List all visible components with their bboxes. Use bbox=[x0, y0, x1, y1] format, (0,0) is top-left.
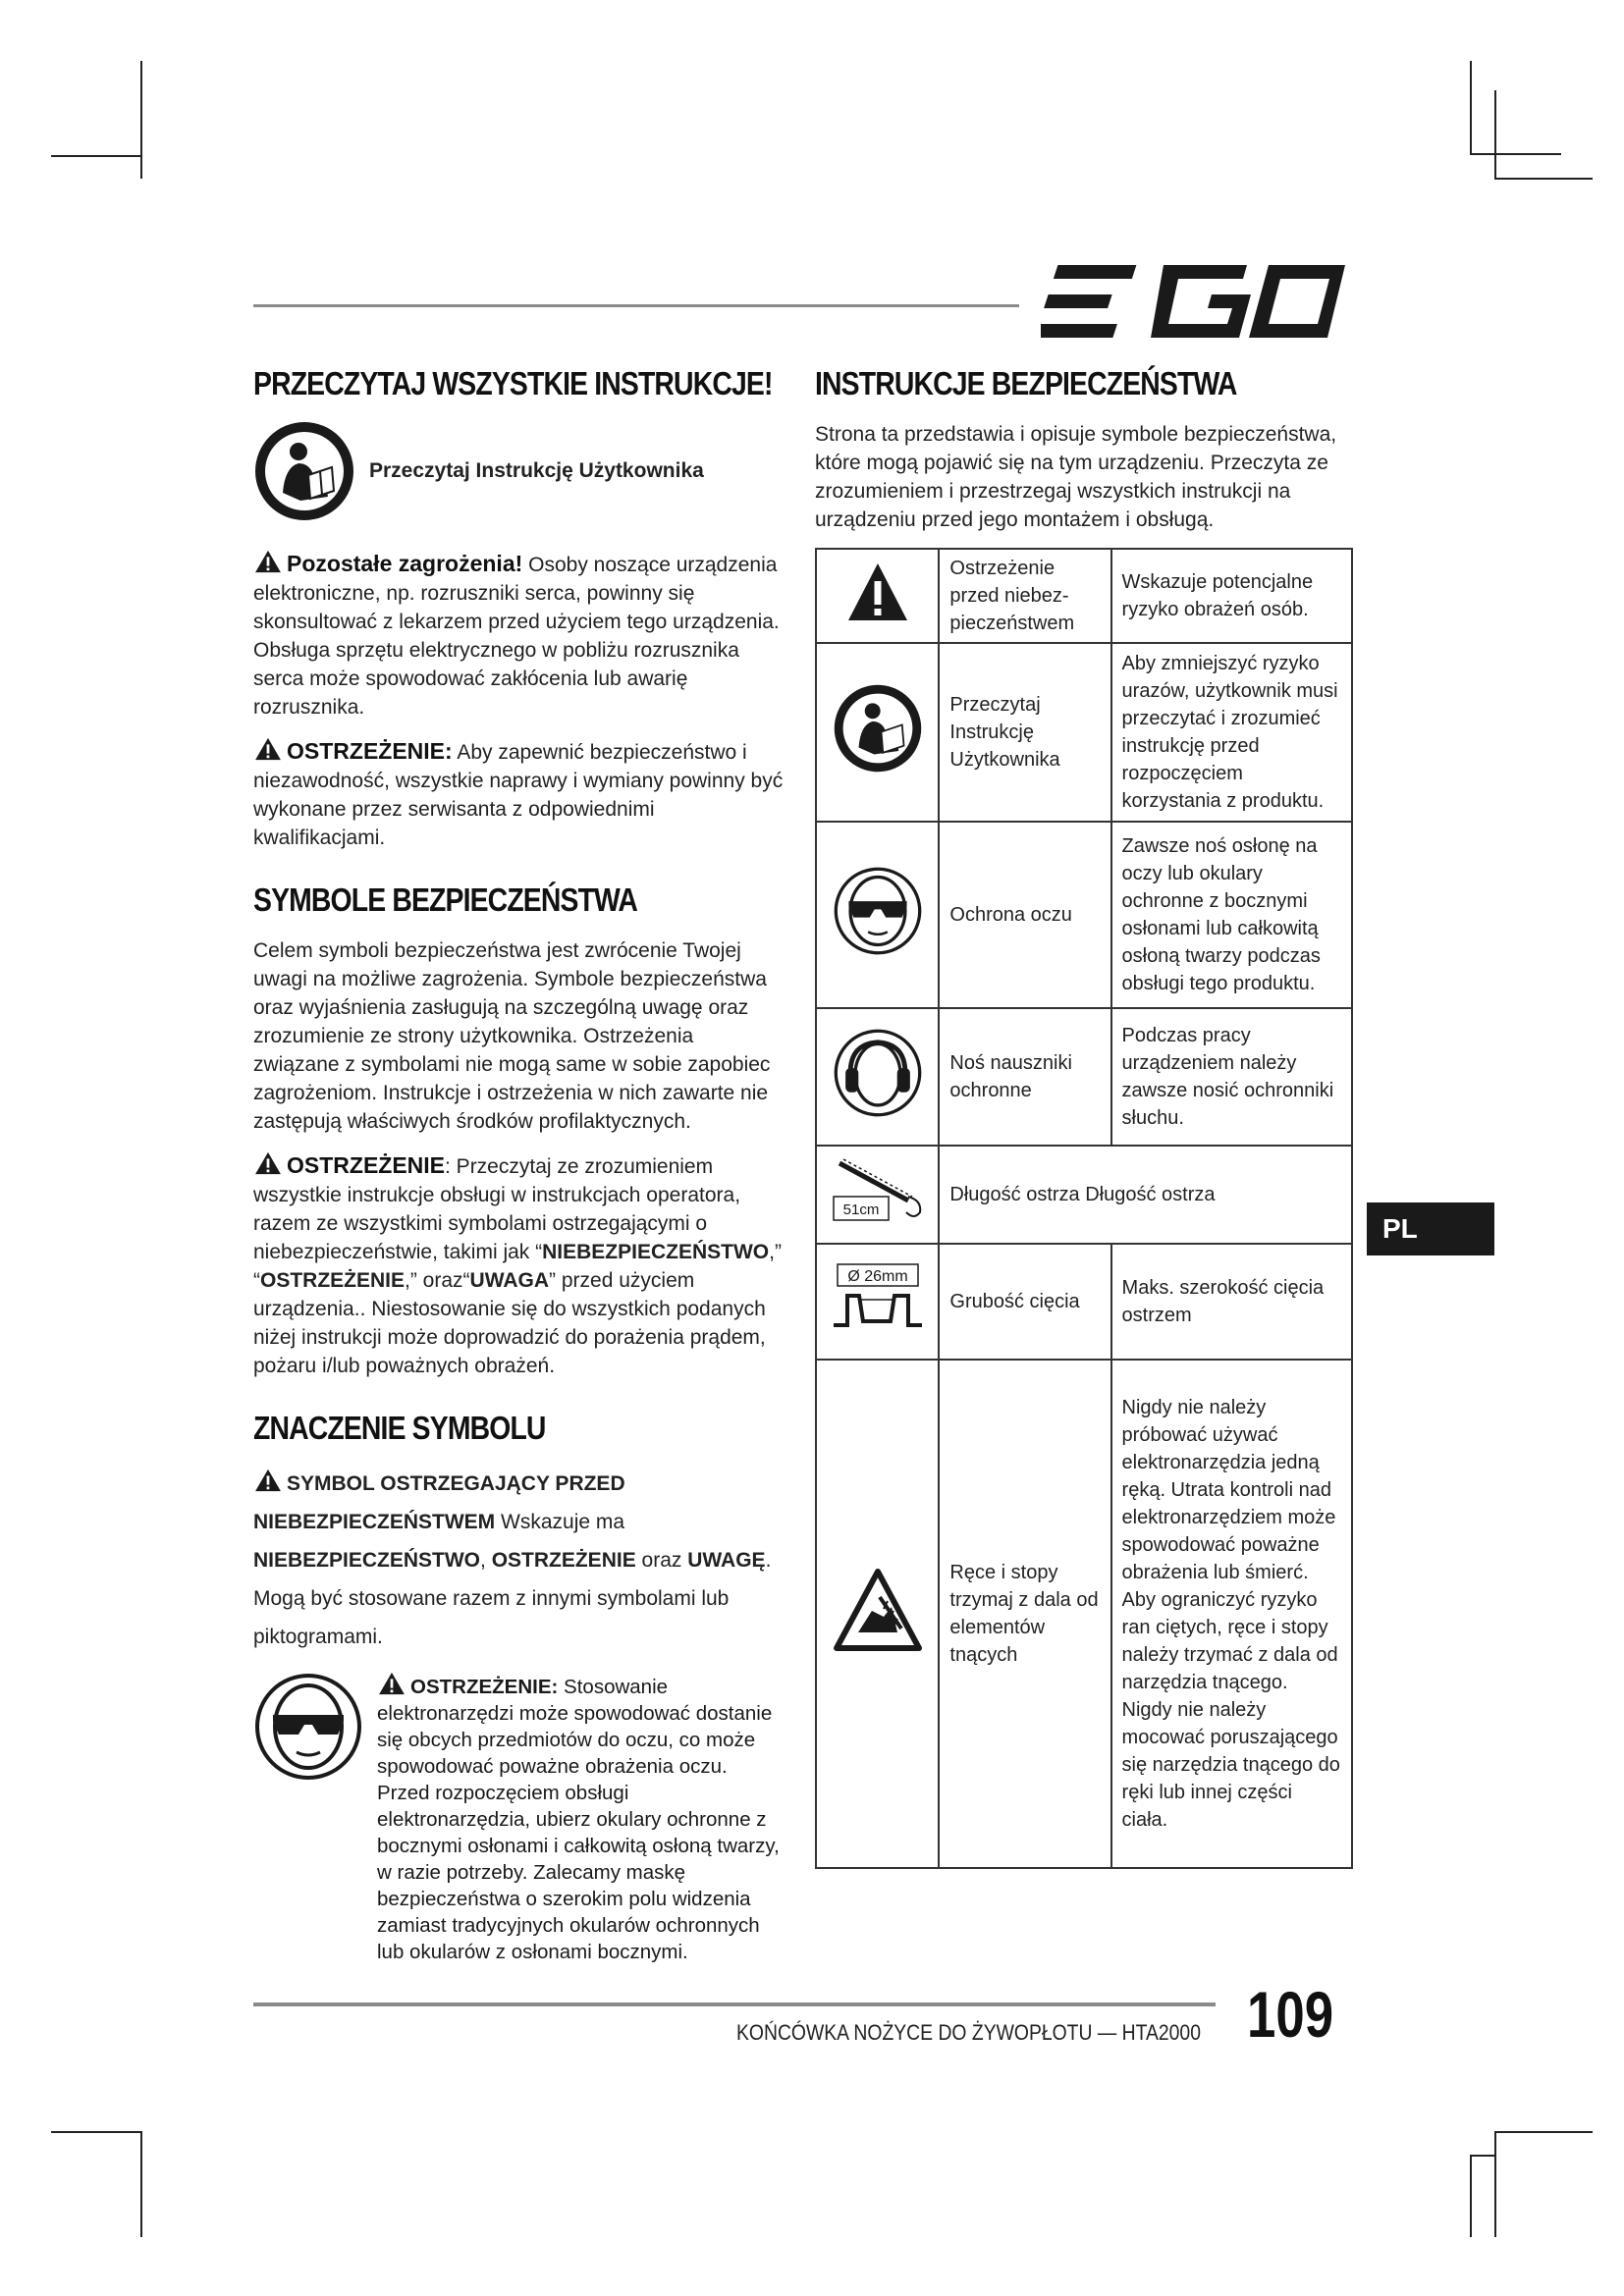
table-row bbox=[816, 822, 1352, 1008]
symbol-name: Przeczytaj Instrukcję Użytkownika bbox=[939, 643, 1110, 822]
warning2-paragraph bbox=[253, 1151, 784, 1380]
symbol-name: Długość ostrza Długość ostrza bbox=[939, 1146, 1352, 1244]
page-number: 109 bbox=[1247, 1978, 1334, 2051]
icon-cell bbox=[816, 1244, 939, 1360]
safety-symbols-table bbox=[815, 548, 1353, 1869]
warning2-body-a: : Przeczytaj ze zrozumieniem wszystkie instrukcje obsługi w instrukcjach operatora, razem ze wszystkimi symbolami ostrzegającymi o niebezpieczeństwie, takimi jak “ bbox=[253, 1155, 741, 1263]
alert-bold3: OSTRZEŻENIE bbox=[491, 1549, 636, 1572]
symbol-description: Maks. szerokość cięcia ostrzem bbox=[1111, 1244, 1352, 1360]
hands-feet-blade-icon bbox=[833, 1568, 923, 1652]
crop-mark bbox=[1494, 90, 1496, 179]
read-manual-label: Przeczytaj Instrukcję Użytkownika bbox=[369, 459, 704, 482]
crop-mark bbox=[1494, 2131, 1496, 2237]
warning-triangle-icon bbox=[377, 1672, 406, 1695]
warning-triangle-icon bbox=[846, 561, 909, 622]
footer-rule bbox=[253, 2002, 1216, 2006]
warning1-lead: OSTRZEŻENIE: bbox=[287, 738, 453, 764]
alert-bold4: UWAGĘ bbox=[687, 1549, 766, 1572]
warning1-paragraph bbox=[253, 737, 784, 852]
crop-mark bbox=[1494, 178, 1593, 180]
left-column bbox=[253, 365, 784, 1965]
symbol-name: Ostrzeżenie przed niebez-pieczeństwem bbox=[939, 549, 1110, 643]
safety-instructions-heading: INSTRUKCJE BEZPIECZEŃSTWA bbox=[815, 365, 1237, 401]
symbol-description: Podczas pracy urządzeniem należy zawsze nosić ochronniki słuchu. bbox=[1111, 1008, 1352, 1146]
icon-cell bbox=[816, 643, 939, 822]
table-row bbox=[816, 1360, 1352, 1868]
eye-warning-block bbox=[253, 1672, 784, 1965]
table-row bbox=[816, 1146, 1352, 1244]
icon-cell bbox=[816, 1008, 939, 1146]
icon-cell bbox=[816, 549, 939, 643]
blade-length-icon bbox=[830, 1155, 926, 1226]
symbols-heading: SYMBOLE BEZPIECZEŃSTWA bbox=[253, 881, 638, 918]
footer-title: KOŃCÓWKA NOŻYCE DO ŻYWOPŁOTU — HTA2000 bbox=[736, 2020, 1201, 2045]
symbol-name: Grubość cięcia bbox=[939, 1244, 1110, 1360]
symbol-name: Noś nauszniki ochronne bbox=[939, 1008, 1110, 1146]
residual-body: Osoby noszące urządzenia elektroniczne, np. rozruszniki serca, powinny się skonsultować z lekarzem przed użyciem tego urządzenia. Obsługa sprzętu elektrycznego w pobliżu rozrusznika serca może spowodować zakłócenia lub awarię rozrusznika. bbox=[253, 554, 780, 719]
table-row bbox=[816, 549, 1352, 643]
safety-intro: Strona ta przedstawia i opisuje symbole bezpieczeństwa, które mogą pojawić się na tym urządzeniu. Przeczyta ze zrozumieniem i przestrzegaj wszystkich instrukcji na urządzeniu przed jego montażem i obsługą. bbox=[815, 423, 1337, 531]
crop-mark bbox=[51, 155, 140, 157]
residual-lead: Pozostałe zagrożenia! bbox=[287, 551, 523, 576]
warning2-warning: OSTRZEŻENIE bbox=[260, 1269, 406, 1292]
eye-lead: OSTRZEŻENIE: bbox=[410, 1676, 559, 1698]
warning2-lead: OSTRZEŻENIE bbox=[287, 1152, 446, 1178]
warning1-body: Aby zapewnić bezpieczeństwo i niezawodność, wszystkie naprawy i wymiany powinny być wykonane przez serwisanta z odpowiednimi kwalifikacjami. bbox=[253, 741, 784, 849]
eye-warning-text bbox=[377, 1672, 784, 1965]
alert-bold1: SYMBOL OSTRZEGAJĄCY PRZED NIEBEZPIECZEŃSTWEM bbox=[253, 1472, 625, 1533]
read-manual-row bbox=[253, 420, 784, 522]
warning2-danger: NIEBEZPIECZEŃSTWO bbox=[542, 1241, 770, 1263]
crop-mark bbox=[1470, 153, 1561, 155]
read-manual-icon bbox=[253, 420, 355, 522]
read-manual-icon bbox=[833, 683, 923, 774]
cutting-thickness-value: Ø 26mm bbox=[847, 1268, 908, 1285]
warning-triangle-icon bbox=[253, 1151, 283, 1175]
header-rule bbox=[253, 304, 1019, 307]
symbol-name: Ręce i stopy trzymaj z dala od elementów tnących bbox=[939, 1360, 1110, 1868]
warning2-body-b: ” przed użyciem urządzenia.. Niestosowanie się do wszystkich podanych niżej instrukcji może doprowadzić do porażenia prądem, pożaru i/lub poważnych obrażeń. bbox=[253, 1269, 766, 1377]
safety-glasses-icon bbox=[253, 1672, 363, 1782]
symbols-body: Celem symboli bezpieczeństwa jest zwrócenie Twojej uwagi na możliwe zagrożenia. Symbole bezpieczeństwa oraz wyjaśnienia zasługują na szczególną uwagę oraz zrozumienie ze strony użytkownika. Ostrzeżenia związane z symbolami nie mogą same w sobie zapobiec zagrożeniom. Instrukcje i ostrzeżenia w nich zawarte nie zastępują właściwych środków profilaktycznych. bbox=[253, 939, 771, 1133]
icon-cell bbox=[816, 1146, 939, 1244]
symbol-name: Ochrona oczu bbox=[939, 822, 1110, 1008]
ego-logo bbox=[1041, 257, 1355, 346]
symbol-description: Zawsze noś osłonę na oczy lub okulary ochronne z bocznymi osłonami lub całkowitą osłoną twarzy podczas obsługi tego produktu. bbox=[1111, 822, 1352, 1008]
table-row bbox=[816, 643, 1352, 822]
read-all-heading: PRZECZYTAJ WSZYSTKIE INSTRUKCJE! bbox=[253, 365, 773, 401]
crop-mark bbox=[1494, 2131, 1593, 2133]
warning2-sep2: ,” oraz“ bbox=[405, 1269, 470, 1292]
table-row bbox=[816, 1244, 1352, 1360]
warning-triangle-icon bbox=[253, 550, 283, 573]
crop-mark bbox=[140, 61, 142, 179]
crop-mark bbox=[140, 2131, 142, 2237]
ear-protection-icon bbox=[833, 1028, 923, 1118]
alert-symbol-paragraph bbox=[253, 1465, 784, 1656]
residual-risk-paragraph bbox=[253, 550, 784, 721]
alert-text1: Wskazuje ma bbox=[495, 1511, 625, 1533]
crop-mark bbox=[1470, 61, 1472, 155]
warning-triangle-icon bbox=[253, 1468, 283, 1492]
icon-cell bbox=[816, 1360, 939, 1868]
crop-mark bbox=[51, 2131, 140, 2133]
language-tab: PL bbox=[1367, 1202, 1494, 1255]
warning2-caution: UWAGA bbox=[469, 1269, 550, 1292]
cutting-thickness-icon bbox=[830, 1260, 926, 1335]
right-column bbox=[815, 365, 1365, 1869]
crop-mark bbox=[1470, 2155, 1494, 2157]
alert-text3: oraz bbox=[635, 1549, 688, 1572]
eye-protection-icon bbox=[833, 866, 923, 956]
symbol-description: Aby zmniejszyć ryzyko urazów, użytkownik musi przeczytać i zrozumieć instrukcję przed rozpoczęciem korzystania z produktu. bbox=[1111, 643, 1352, 822]
meaning-heading: ZNACZENIE SYMBOLU bbox=[253, 1410, 546, 1446]
alert-text2: , bbox=[480, 1549, 492, 1572]
alert-text4: . Mogą być stosowane razem z innymi symbolami lub piktogramami. bbox=[253, 1549, 772, 1648]
warning2-sep1: ,” “ bbox=[253, 1241, 782, 1292]
symbol-description: Nigdy nie należy próbować używać elektronarzędzia jedną ręką. Utrata kontroli nad elektronarzędziem może spowodować poważne obrażenia lub śmierć. Aby ograniczyć ryzyko ran ciętych, ręce i stopy należy trzymać z dala od narzędzia tnącego. Nigdy nie należy mocować poruszającego się narzędzia tnącego do ręki lub innej części ciała. bbox=[1111, 1360, 1352, 1868]
symbol-description: Wskazuje potencjalne ryzyko obrażeń osób. bbox=[1111, 549, 1352, 643]
blade-length-value: 51cm bbox=[842, 1201, 880, 1218]
alert-bold2: NIEBEZPIECZEŃSTWO bbox=[253, 1549, 481, 1572]
warning-triangle-icon bbox=[253, 737, 283, 761]
icon-cell bbox=[816, 822, 939, 1008]
table-row bbox=[816, 1008, 1352, 1146]
eye-body: Stosowanie elektronarzędzi może spowodować dostanie się obcych przedmiotów do oczu, co może spowodować poważne obrażenia oczu. Przed rozpoczęciem obsługi elektronarzędzia, ubierz okulary ochronne z bocznymi osłonami i całkowitą osłoną twarzy, w razie potrzeby. Zalecamy maskę bezpieczeństwa o szerokim polu widzenia zamiast tradycyjnych okularów ochronnych lub okularów z osłonami bocznymi. bbox=[377, 1676, 780, 1963]
crop-mark bbox=[1470, 2155, 1472, 2237]
